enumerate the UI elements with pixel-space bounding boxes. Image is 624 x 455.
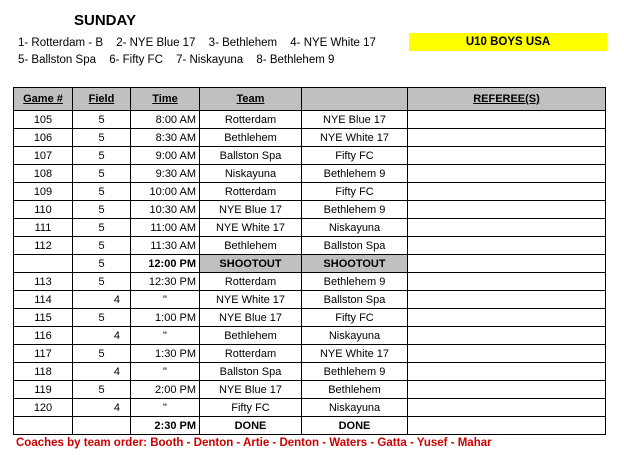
home-team-cell: NYE White 17	[200, 219, 302, 237]
team-list-row-1	[18, 37, 386, 49]
game-cell: 116	[14, 327, 73, 345]
game-cell: 105	[14, 111, 73, 129]
team-entry: 2- NYE Blue 17	[116, 37, 196, 49]
table-row	[14, 273, 606, 291]
away-team-cell: Niskayuna	[302, 399, 408, 417]
away-team-cell: Fifty FC	[302, 309, 408, 327]
division-label: U10 BOYS USA	[409, 33, 607, 51]
table-row	[14, 291, 606, 309]
time-cell: 11:30 AM	[131, 237, 200, 255]
referee-cell	[408, 399, 606, 417]
referee-cell	[408, 417, 606, 435]
referee-cell	[408, 381, 606, 399]
time-cell: 1:30 PM	[131, 345, 200, 363]
referee-cell	[408, 219, 606, 237]
table-row	[14, 309, 606, 327]
game-cell	[14, 255, 73, 273]
referee-cell	[408, 237, 606, 255]
team-entry: 7- Niskayuna	[176, 54, 244, 66]
field-cell: 5	[73, 309, 131, 327]
schedule-table	[13, 87, 606, 435]
away-team-cell: Bethlehem 9	[302, 165, 408, 183]
referee-cell	[408, 255, 606, 273]
away-team-cell: Bethlehem 9	[302, 201, 408, 219]
referee-cell	[408, 183, 606, 201]
time-cell: "	[131, 291, 200, 309]
field-cell: 5	[73, 237, 131, 255]
game-cell: 107	[14, 147, 73, 165]
home-team-cell: NYE Blue 17	[200, 309, 302, 327]
field-cell: 5	[73, 345, 131, 363]
home-team-cell: NYE Blue 17	[200, 381, 302, 399]
home-team-cell: Rotterdam	[200, 273, 302, 291]
away-team-cell: Niskayuna	[302, 327, 408, 345]
table-row	[14, 129, 606, 147]
away-team-cell: Fifty FC	[302, 183, 408, 201]
home-team-cell: NYE Blue 17	[200, 201, 302, 219]
home-team-cell: DONE	[200, 417, 302, 435]
away-team-cell: Ballston Spa	[302, 291, 408, 309]
game-cell: 115	[14, 309, 73, 327]
referee-cell	[408, 327, 606, 345]
field-cell: 4	[73, 327, 131, 345]
game-cell: 118	[14, 363, 73, 381]
away-team-cell: Bethlehem	[302, 381, 408, 399]
away-team-cell: SHOOTOUT	[302, 255, 408, 273]
time-cell: 1:00 PM	[131, 309, 200, 327]
table-row	[14, 399, 606, 417]
table-row	[14, 327, 606, 345]
field-cell	[73, 417, 131, 435]
home-team-cell: Rotterdam	[200, 111, 302, 129]
table-header-row	[14, 88, 606, 111]
field-cell: 4	[73, 291, 131, 309]
time-cell: 8:30 AM	[131, 129, 200, 147]
table-row	[14, 219, 606, 237]
away-team-cell: NYE White 17	[302, 129, 408, 147]
table-row	[14, 345, 606, 363]
table-row	[14, 111, 606, 129]
away-team-cell: Bethlehem 9	[302, 273, 408, 291]
field-cell: 5	[73, 255, 131, 273]
table-row	[14, 183, 606, 201]
home-team-cell: Ballston Spa	[200, 147, 302, 165]
game-cell: 112	[14, 237, 73, 255]
time-cell: "	[131, 327, 200, 345]
table-row	[14, 363, 606, 381]
home-team-cell: Fifty FC	[200, 399, 302, 417]
game-cell: 111	[14, 219, 73, 237]
time-cell: 12:00 PM	[131, 255, 200, 273]
referee-cell	[408, 309, 606, 327]
team-entry: 8- Bethlehem 9	[256, 54, 335, 66]
time-cell: 9:30 AM	[131, 165, 200, 183]
header-field: Field	[73, 88, 131, 111]
time-cell: 8:00 AM	[131, 111, 200, 129]
away-team-cell: Niskayuna	[302, 219, 408, 237]
away-team-cell: Fifty FC	[302, 147, 408, 165]
game-cell: 108	[14, 165, 73, 183]
game-cell: 119	[14, 381, 73, 399]
team-entry: 5- Ballston Spa	[18, 54, 96, 66]
field-cell: 4	[73, 363, 131, 381]
team-entry: 1- Rotterdam - B	[18, 37, 103, 49]
away-team-cell: NYE White 17	[302, 345, 408, 363]
game-cell	[14, 417, 73, 435]
field-cell: 5	[73, 183, 131, 201]
field-cell: 5	[73, 201, 131, 219]
game-cell: 120	[14, 399, 73, 417]
home-team-cell: Bethlehem	[200, 237, 302, 255]
game-cell: 113	[14, 273, 73, 291]
team-entry: 6- Fifty FC	[109, 54, 163, 66]
home-team-cell: NYE White 17	[200, 291, 302, 309]
time-cell: "	[131, 399, 200, 417]
home-team-cell: Niskayuna	[200, 165, 302, 183]
team-entry: 3- Bethlehem	[208, 37, 278, 49]
referee-cell	[408, 111, 606, 129]
header-team: Team	[200, 88, 302, 111]
table-row	[14, 165, 606, 183]
time-cell: "	[131, 363, 200, 381]
time-cell: 2:30 PM	[131, 417, 200, 435]
field-cell: 5	[73, 111, 131, 129]
table-row	[14, 201, 606, 219]
referee-cell	[408, 147, 606, 165]
home-team-cell: Bethlehem	[200, 129, 302, 147]
table-row	[14, 381, 606, 399]
referee-cell	[408, 345, 606, 363]
referee-cell	[408, 165, 606, 183]
home-team-cell: SHOOTOUT	[200, 255, 302, 273]
game-cell: 109	[14, 183, 73, 201]
referee-cell	[408, 201, 606, 219]
table-row	[14, 237, 606, 255]
field-cell: 5	[73, 147, 131, 165]
table-row	[14, 255, 606, 273]
team-entry: 4- NYE White 17	[290, 37, 376, 49]
header-time: Time	[131, 88, 200, 111]
time-cell: 2:00 PM	[131, 381, 200, 399]
field-cell: 5	[73, 165, 131, 183]
header-team-2	[302, 88, 408, 111]
game-cell: 110	[14, 201, 73, 219]
referee-cell	[408, 363, 606, 381]
team-list-row-2	[18, 54, 344, 66]
game-cell: 114	[14, 291, 73, 309]
home-team-cell: Rotterdam	[200, 345, 302, 363]
referee-cell	[408, 273, 606, 291]
field-cell: 5	[73, 129, 131, 147]
away-team-cell: NYE Blue 17	[302, 111, 408, 129]
home-team-cell: Rotterdam	[200, 183, 302, 201]
field-cell: 5	[73, 381, 131, 399]
page-title: SUNDAY	[74, 12, 136, 29]
header-game: Game #	[14, 88, 73, 111]
referee-cell	[408, 291, 606, 309]
coaches-note: Coaches by team order: Booth - Denton - Artie - Denton - Waters - Gatta - Yusef - Mahar	[16, 437, 492, 449]
away-team-cell: Ballston Spa	[302, 237, 408, 255]
time-cell: 10:00 AM	[131, 183, 200, 201]
game-cell: 106	[14, 129, 73, 147]
time-cell: 12:30 PM	[131, 273, 200, 291]
away-team-cell: Bethlehem 9	[302, 363, 408, 381]
referee-cell	[408, 129, 606, 147]
field-cell: 5	[73, 219, 131, 237]
time-cell: 10:30 AM	[131, 201, 200, 219]
field-cell: 5	[73, 273, 131, 291]
home-team-cell: Ballston Spa	[200, 363, 302, 381]
home-team-cell: Bethlehem	[200, 327, 302, 345]
header-referees: REFEREE(S)	[408, 88, 606, 111]
time-cell: 9:00 AM	[131, 147, 200, 165]
field-cell: 4	[73, 399, 131, 417]
time-cell: 11:00 AM	[131, 219, 200, 237]
game-cell: 117	[14, 345, 73, 363]
table-row	[14, 147, 606, 165]
away-team-cell: DONE	[302, 417, 408, 435]
table-row	[14, 417, 606, 435]
